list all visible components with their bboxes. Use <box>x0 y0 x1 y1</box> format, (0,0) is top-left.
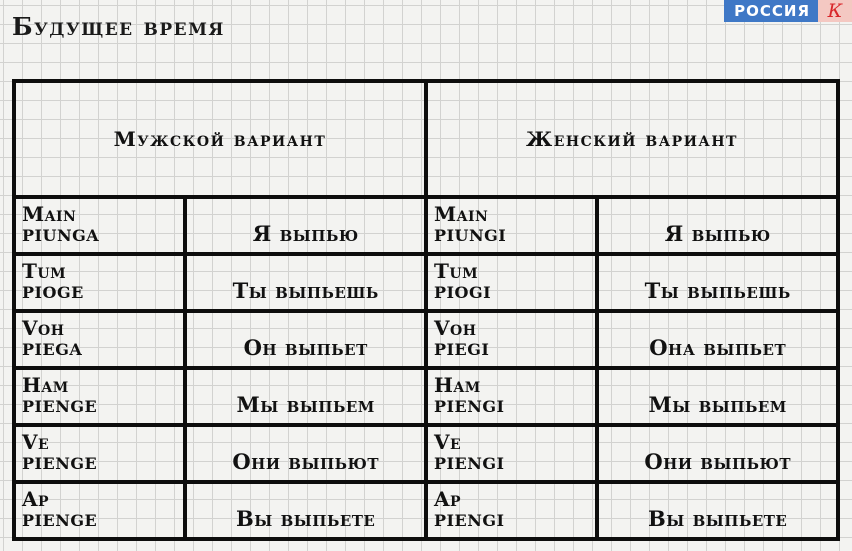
masculine-column-header: Мужской вариант <box>14 81 426 197</box>
masc-form-cell <box>14 425 185 482</box>
masc-pronoun: Ham <box>22 373 69 397</box>
masc-form-cell <box>14 482 185 539</box>
masc-pronoun: Main <box>22 202 77 226</box>
table-row <box>14 254 838 311</box>
fem-form-cell <box>426 311 597 368</box>
masc-pronoun: Tum <box>22 259 67 283</box>
fem-translation: Я выпью <box>597 197 838 254</box>
table-row <box>14 482 838 539</box>
fem-form-cell <box>426 368 597 425</box>
fem-verb-form: PIOGI <box>433 283 492 302</box>
fem-pronoun: Main <box>433 202 489 226</box>
table-row <box>14 368 838 425</box>
masc-verb-form: PIUNGA <box>22 226 100 245</box>
fem-translation: Они выпьют <box>597 425 838 482</box>
fem-translation: Вы выпьете <box>597 482 838 539</box>
fem-pronoun: Voh <box>433 316 477 340</box>
masc-translation: Ты выпьешь <box>185 254 426 311</box>
fem-pronoun: Tum <box>433 259 479 283</box>
conjugation-table <box>12 79 840 541</box>
fem-verb-form: PIEGI <box>433 340 490 359</box>
fem-verb-form: PIENGI <box>433 454 505 473</box>
fem-translation: Ты выпьешь <box>597 254 838 311</box>
table-row <box>14 197 838 254</box>
conjugation-rows <box>14 197 838 539</box>
masc-translation: Вы выпьете <box>185 482 426 539</box>
table-header-row <box>14 81 838 197</box>
fem-form-cell <box>426 482 597 539</box>
channel-logo <box>724 0 852 22</box>
masc-pronoun: Ve <box>22 430 50 454</box>
masc-translation: Он выпьет <box>185 311 426 368</box>
masc-pronoun: Ap <box>22 487 50 511</box>
masc-form-cell <box>14 197 185 254</box>
fem-verb-form: PIENGI <box>433 511 505 530</box>
masc-translation: Мы выпьем <box>185 368 426 425</box>
fem-form-cell <box>426 425 597 482</box>
fem-pronoun: Ve <box>433 430 462 454</box>
masc-verb-form: PIENGE <box>22 511 98 530</box>
masc-form-cell <box>14 368 185 425</box>
fem-translation: Мы выпьем <box>597 368 838 425</box>
masc-verb-form: PIENGE <box>22 454 98 473</box>
masc-verb-form: PIOGE <box>22 283 84 302</box>
table-row <box>14 425 838 482</box>
table-row <box>14 311 838 368</box>
feminine-column-header: Женский вариант <box>426 81 838 197</box>
channel-logo-mark: К <box>818 0 852 22</box>
fem-form-cell <box>426 254 597 311</box>
fem-verb-form: PIENGI <box>433 397 505 416</box>
masc-translation: Они выпьют <box>185 425 426 482</box>
masc-verb-form: PIENGE <box>22 397 98 416</box>
channel-logo-name: РОССИЯ <box>724 0 818 22</box>
masc-translation: Я выпью <box>185 197 426 254</box>
fem-pronoun: Ap <box>433 487 462 511</box>
page-title: Будущее время <box>12 12 225 41</box>
fem-pronoun: Ham <box>433 373 481 397</box>
masc-form-cell <box>14 311 185 368</box>
masc-pronoun: Voh <box>22 316 65 340</box>
masc-form-cell <box>14 254 185 311</box>
fem-form-cell <box>426 197 597 254</box>
fem-verb-form: PIUNGI <box>433 226 507 245</box>
masc-verb-form: PIEGA <box>22 340 83 359</box>
fem-translation: Она выпьет <box>597 311 838 368</box>
